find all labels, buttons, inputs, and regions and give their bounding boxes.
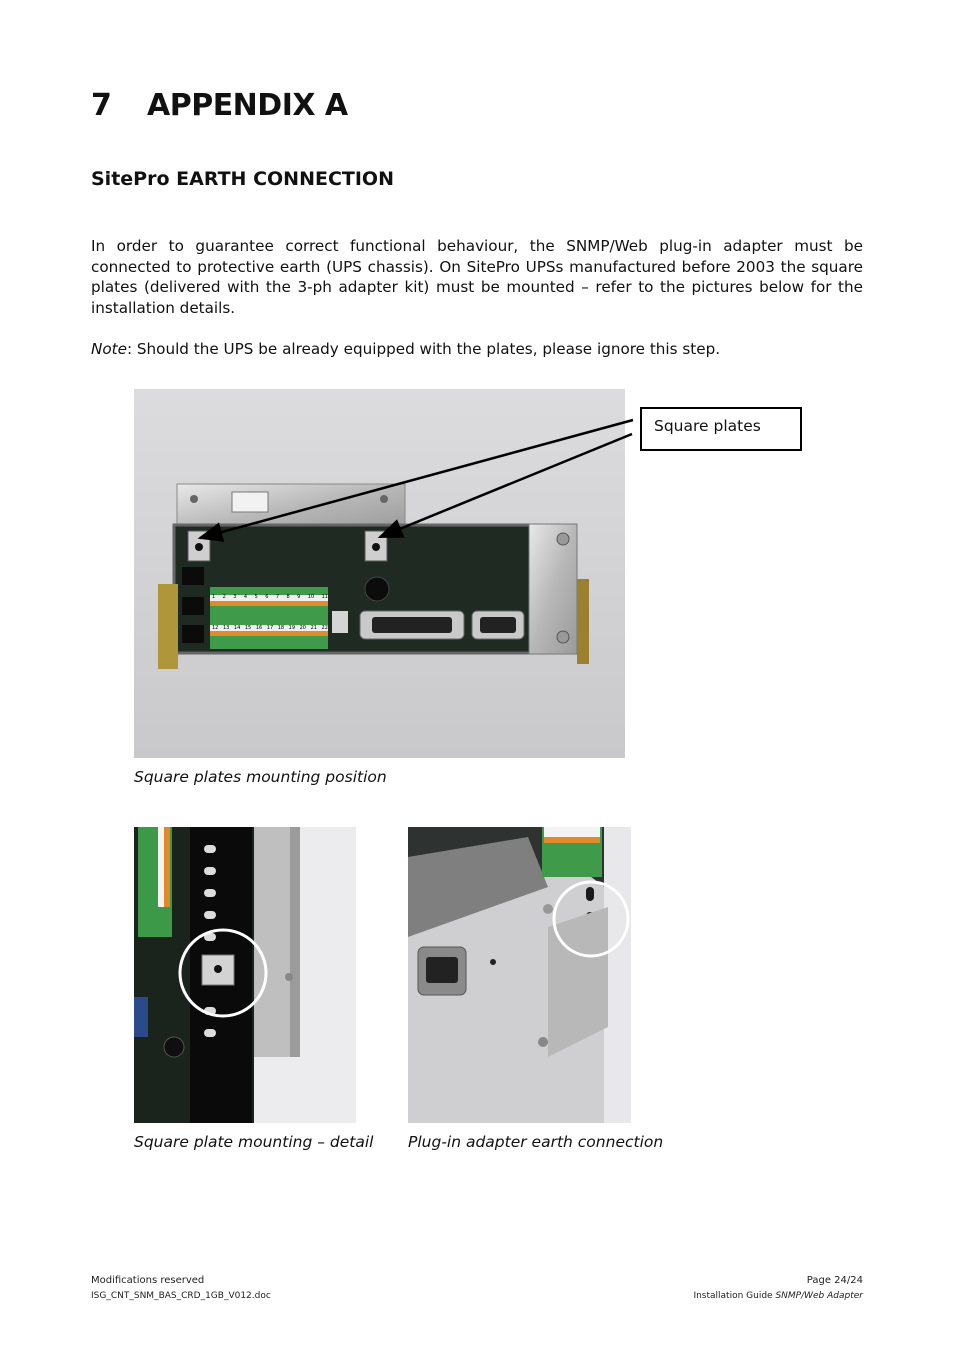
- callout-box: Square plates: [640, 407, 802, 451]
- intro-paragraph: In order to guarantee correct functional behaviour, the SNMP/Web plug-in adapter must be connected to protective earth (UPS chassis). On SitePro UPSs manufactured before 2003 the square plates (delivered with the 3-ph adapter kit) must be mounted – refer to the pictures below for the installation details.: [91, 237, 863, 317]
- terminal-label: 12: [212, 625, 219, 631]
- chapter-number: 7: [91, 88, 112, 123]
- detail-photo: [134, 827, 356, 1123]
- footer-left: [91, 1275, 271, 1301]
- terminal-label: 22: [321, 625, 328, 631]
- terminal-label: 3: [233, 594, 237, 600]
- terminal-label: 8: [286, 594, 290, 600]
- arrow-left-plate: [200, 420, 633, 538]
- terminal-label: 6: [265, 594, 269, 600]
- footer-right: [693, 1275, 863, 1301]
- terminal-label: 20: [299, 625, 306, 631]
- terminal-label: 14: [233, 625, 241, 631]
- footer-doc-italic: SNMP/Web Adapter: [775, 1291, 863, 1301]
- terminal-label: 13: [222, 625, 230, 631]
- footer-doc-title: [693, 1291, 863, 1301]
- page-number: Page 24/24: [806, 1275, 863, 1286]
- section-heading: SitePro EARTH CONNECTION: [91, 168, 394, 190]
- terminal-label: 17: [266, 625, 274, 631]
- terminal-label: 10: [307, 594, 315, 600]
- earth-photo: [408, 827, 631, 1123]
- main-photo-caption: Square plates mounting position: [134, 768, 387, 786]
- terminal-label: 7: [275, 594, 280, 600]
- terminal-label: 1: [212, 594, 216, 600]
- footer-filename: ISG_CNT_SNM_BAS_CRD_1GB_V012.doc: [91, 1291, 271, 1301]
- footer-modifications: Modifications reserved: [91, 1275, 205, 1286]
- arrow-right-plate: [380, 434, 632, 537]
- terminal-label: 2: [222, 594, 226, 600]
- terminal-label: 16: [255, 625, 263, 631]
- chapter-title: APPENDIX A: [147, 88, 348, 123]
- note-text: : Should the UPS be already equipped with the plates, please ignore this step.: [126, 340, 721, 358]
- earth-photo-caption: Plug-in adapter earth connection: [408, 1133, 664, 1151]
- terminal-label: 21: [310, 625, 317, 631]
- detail-photo-caption: Square plate mounting – detail: [134, 1133, 374, 1151]
- footer-doc-prefix: Installation Guide: [693, 1291, 776, 1301]
- terminal-label: 9: [297, 594, 301, 600]
- terminal-label: 19: [288, 625, 296, 631]
- adapter-earth-connection-image: [408, 827, 631, 1123]
- terminal-label: 5: [254, 594, 258, 600]
- terminal-label: 11: [321, 594, 328, 600]
- note-label: Note: [91, 340, 127, 358]
- terminal-label: 18: [277, 625, 285, 631]
- terminal-label: 4: [243, 594, 248, 600]
- square-plate-detail-image: [134, 827, 356, 1123]
- terminal-label: 15: [244, 625, 252, 631]
